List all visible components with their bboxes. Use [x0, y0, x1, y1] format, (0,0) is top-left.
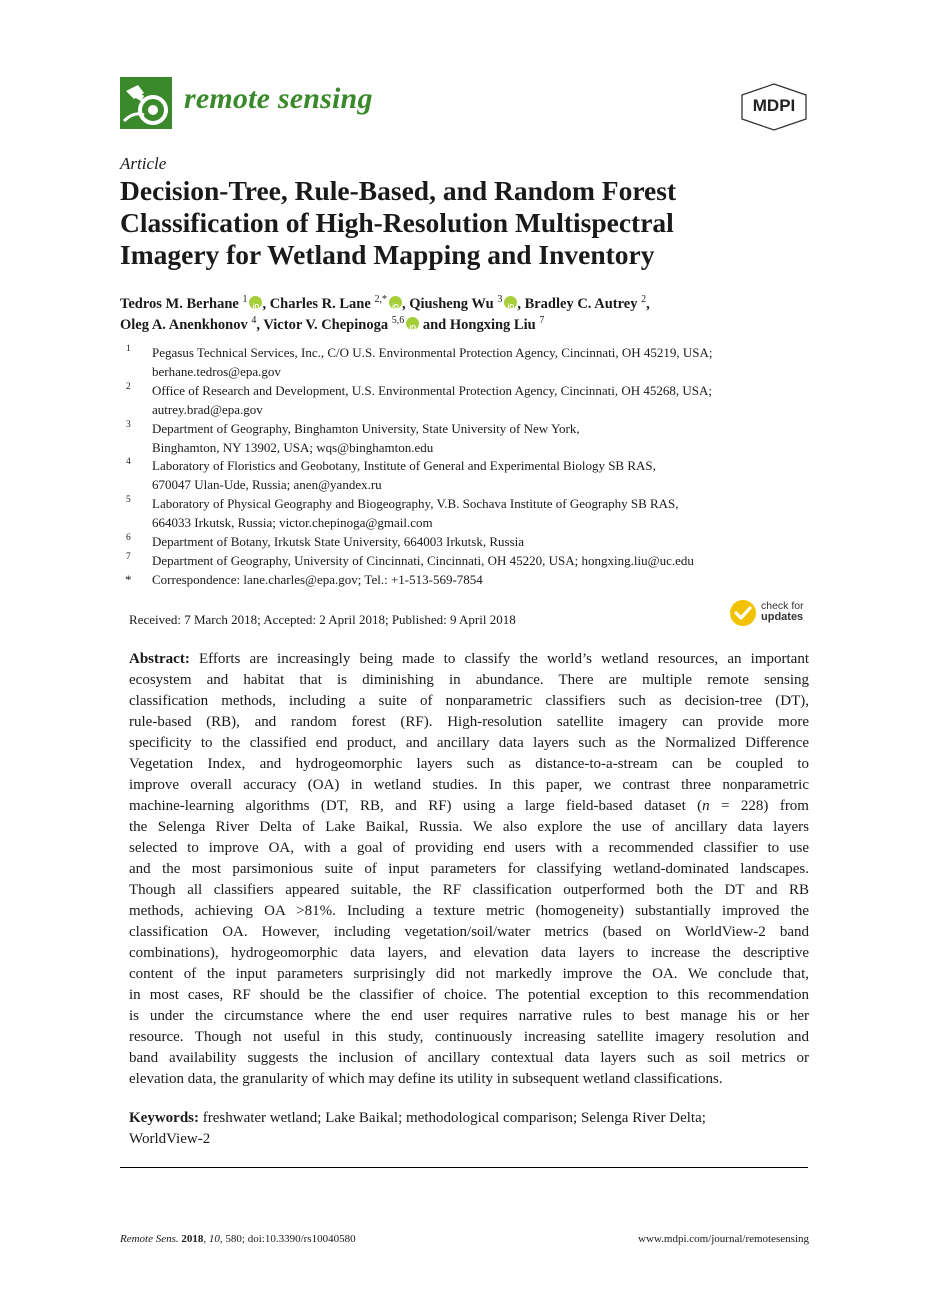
abstract-line: Vegetation Index, and hydrogeomorphic layers such as distance-to-a-stream can be coupled to	[129, 756, 809, 772]
affiliation-item	[120, 552, 820, 571]
keywords	[129, 1108, 809, 1150]
affiliation-number: 4	[126, 457, 131, 468]
article-type: Article	[120, 154, 167, 173]
affiliation-number: 2	[126, 381, 131, 392]
updates-label	[761, 601, 804, 623]
orcid-icon[interactable]: iD	[504, 296, 517, 309]
title-line: Classification of High-Resolution Multispectral	[120, 207, 674, 238]
author-name: Charles R. Lane	[269, 296, 371, 312]
affiliation-line: Department of Geography, University of Cincinnati, Cincinnati, OH 45220, USA; hongxing.liu@uc.edu	[152, 552, 694, 568]
publication-dates: Received: 7 March 2018; Accepted: 2 April 2018; Published: 9 April 2018	[129, 612, 516, 627]
footer-journal: Remote Sens.	[120, 1233, 179, 1245]
affiliation-number: 7	[126, 551, 131, 562]
affiliation-email[interactable]: berhane.tedros@epa.gov	[152, 363, 281, 379]
author-affil: 4	[251, 315, 257, 327]
author-affil: 7	[539, 315, 545, 327]
footer-citation: Remote Sens. 2018, 10, 580; doi:10.3390/rs10040580	[120, 1233, 356, 1245]
author-line: Tedros M. Berhane $^1$ iD , Charles R. Lane $^{2,*}$ iD , Qiusheng Wu $^3$ iD , Bradley C. Autrey $^2$,	[120, 294, 650, 312]
footer-year: 2018	[181, 1233, 204, 1245]
footer-journal-link[interactable]: www.mdpi.com/journal/remotesensing	[638, 1233, 809, 1245]
abstract	[129, 649, 809, 1090]
author-list	[120, 294, 820, 336]
author-name: Hongxing Liu	[449, 317, 536, 333]
keywords-label: Keywords:	[129, 1110, 199, 1126]
affiliation-item	[120, 495, 820, 533]
affiliation-list	[120, 344, 820, 590]
abstract-line: combinations), hydrogeomorphic data layers, and elevation data layers to increase the descriptive	[129, 945, 809, 961]
abstract-line: the Selenga River Delta of Lake Baikal, Russia. We also explore the use of ancillary data layers	[129, 819, 809, 835]
correspondence-item	[120, 571, 820, 590]
author-affil: 2,*	[374, 294, 387, 306]
abstract-line: in most cases, RF should be the classifier of choice. The potential exception to this recommendation	[129, 987, 809, 1003]
abstract-line: specificity to the classified end product, and ancillary data layers such as the Normalized Difference	[129, 735, 809, 751]
affiliation-number: 5	[126, 495, 131, 506]
article-title	[120, 175, 810, 271]
affiliation-line: 664033 Irkutsk, Russia; victor.chepinoga@gmail.com	[152, 515, 433, 531]
orcid-icon[interactable]: iD	[389, 296, 402, 309]
author-name: Qiusheng Wu	[409, 296, 494, 312]
author-line: Oleg A. Anenkhonov $^4$, Victor V. Chepinoga $^{5,6}$ iD and Hongxing Liu $^7$	[120, 315, 545, 333]
orcid-icon[interactable]: iD	[249, 296, 262, 309]
abstract-line: Abstract: Efforts are increasingly being made to classify the world’s wetland resources, an important	[129, 651, 809, 667]
title-line: Imagery for Wetland Mapping and Inventory	[120, 239, 655, 270]
journal-logo-icon	[120, 77, 172, 129]
title-line: Decision-Tree, Rule-Based, and Random Forest	[120, 175, 677, 206]
author-name: Victor V. Chepinoga	[263, 317, 389, 333]
affiliation-line: Binghamton, NY 13902, USA; wqs@binghamton.edu	[152, 439, 434, 455]
publisher-logo	[739, 83, 809, 131]
author-name: Tedros M. Berhane	[120, 296, 239, 312]
affiliation-line: Laboratory of Physical Geography and Biogeography, V.B. Sochava Institute of Geography SB RAS,	[152, 496, 679, 512]
affiliation-number: 6	[126, 533, 131, 544]
abstract-line: band availability suggests the inclusion of ancillary contextual data layers such as soil metrics or	[129, 1050, 809, 1066]
abstract-line: rule-based (RB), and random forest (RF). High-resolution satellite imagery can provide more	[129, 714, 809, 730]
affiliation-number: *	[125, 571, 132, 587]
correspondence-line: Correspondence: lane.charles@epa.gov; Tel.: +1-513-569-7854	[152, 571, 483, 587]
affiliation-item	[120, 420, 820, 458]
abstract-line: classification OA. However, including vegetation/soil/water metrics (based on WorldView-2 band	[129, 924, 809, 940]
affiliation-item	[120, 382, 820, 420]
affiliation-line: Office of Research and Development, U.S. Environmental Protection Agency, Cincinnati, OH 45268, USA;	[152, 382, 712, 398]
abstract-line: methods, achieving OA >81%. Including a texture metric (homogeneity) substantially improved the	[129, 903, 809, 919]
affiliation-line: Pegasus Technical Services, Inc., C/O U.S. Environmental Protection Agency, Cincinnati, OH 45219, USA;	[152, 345, 713, 360]
affiliation-email[interactable]: autrey.brad@epa.gov	[152, 401, 263, 417]
orcid-icon[interactable]: iD	[406, 317, 419, 330]
abstract-line: improve overall accuracy (OA) in wetland studies. In this paper, we contrast three nonparametric	[129, 777, 809, 793]
abstract-line: Though all classifiers appeared suitable, the RF classification outperformed both the DT and RB	[129, 882, 809, 898]
author-affil: 1	[242, 294, 248, 306]
abstract-line: content of the input parameters surprisingly did not markedly improve the OA. We conclude that,	[129, 966, 809, 982]
abstract-line: selected to improve OA, with a goal of providing end users with a recommended classifier to use	[129, 840, 809, 856]
updates-label-line2: updates	[761, 611, 804, 623]
affiliation-item	[120, 457, 820, 495]
affiliation-item	[120, 533, 820, 552]
author-affil: 5,6	[391, 315, 405, 327]
author-name: Bradley C. Autrey	[524, 296, 638, 312]
abstract-line: machine-learning algorithms (DT, RB, and RF) using a large field-based dataset (n = 228) from	[129, 798, 809, 814]
footer-doi[interactable]: , 580; doi:10.3390/rs10040580	[219, 1233, 356, 1245]
updates-label-line1: check for	[761, 600, 804, 612]
sample-size-symbol: n	[702, 798, 710, 814]
check-for-updates-button[interactable]	[729, 599, 811, 629]
author-name: Oleg A. Anenkhonov	[120, 317, 248, 333]
affiliation-item	[120, 344, 820, 382]
affiliation-number: 1	[126, 344, 131, 354]
abstract-label: Abstract:	[129, 651, 190, 667]
author-conjunction: and	[422, 317, 447, 333]
section-divider	[120, 1167, 808, 1168]
keywords-line: WorldView-2	[129, 1131, 211, 1147]
abstract-line: ecosystem and habitat that is diminishing in abundance. There are multiple remote sensing	[129, 672, 809, 688]
affiliation-line: 670047 Ulan-Ude, Russia; anen@yandex.ru	[152, 477, 382, 493]
abstract-line: is under the circumstance where the end user requires narrative rules to best manage his or her	[129, 1008, 809, 1024]
publisher-name: MDPI	[752, 96, 796, 115]
affiliation-number: 3	[126, 419, 131, 430]
abstract-line: and the most parsimonious suite of input parameters for classifying wetland-dominated landscapes.	[129, 861, 809, 877]
abstract-line: classification methods, including a suite of nonparametric classifiers such as decision-tree (DT),	[129, 693, 809, 709]
check-updates-icon	[729, 599, 757, 627]
keywords-line: Keywords: freshwater wetland; Lake Baikal; methodological comparison; Selenga River Delta;	[129, 1110, 706, 1126]
affiliation-line: Department of Botany, Irkutsk State University, 664003 Irkutsk, Russia	[152, 534, 525, 550]
affiliation-line: Laboratory of Floristics and Geobotany, Institute of General and Experimental Biology SB RAS,	[152, 458, 656, 474]
abstract-line: resource. Though not useful in this study, continuously increasing satellite imagery resolution and	[129, 1029, 809, 1045]
author-affil: 3	[497, 294, 503, 306]
footer-volume: 10	[208, 1233, 220, 1245]
abstract-line: elevation data, the granularity of which may define its utility in subsequent wetland classifications.	[129, 1071, 723, 1087]
affiliation-line: Department of Geography, Binghamton University, State University of New York,	[152, 420, 580, 436]
journal-name: remote sensing	[184, 82, 373, 115]
author-affil: 2	[641, 294, 647, 306]
